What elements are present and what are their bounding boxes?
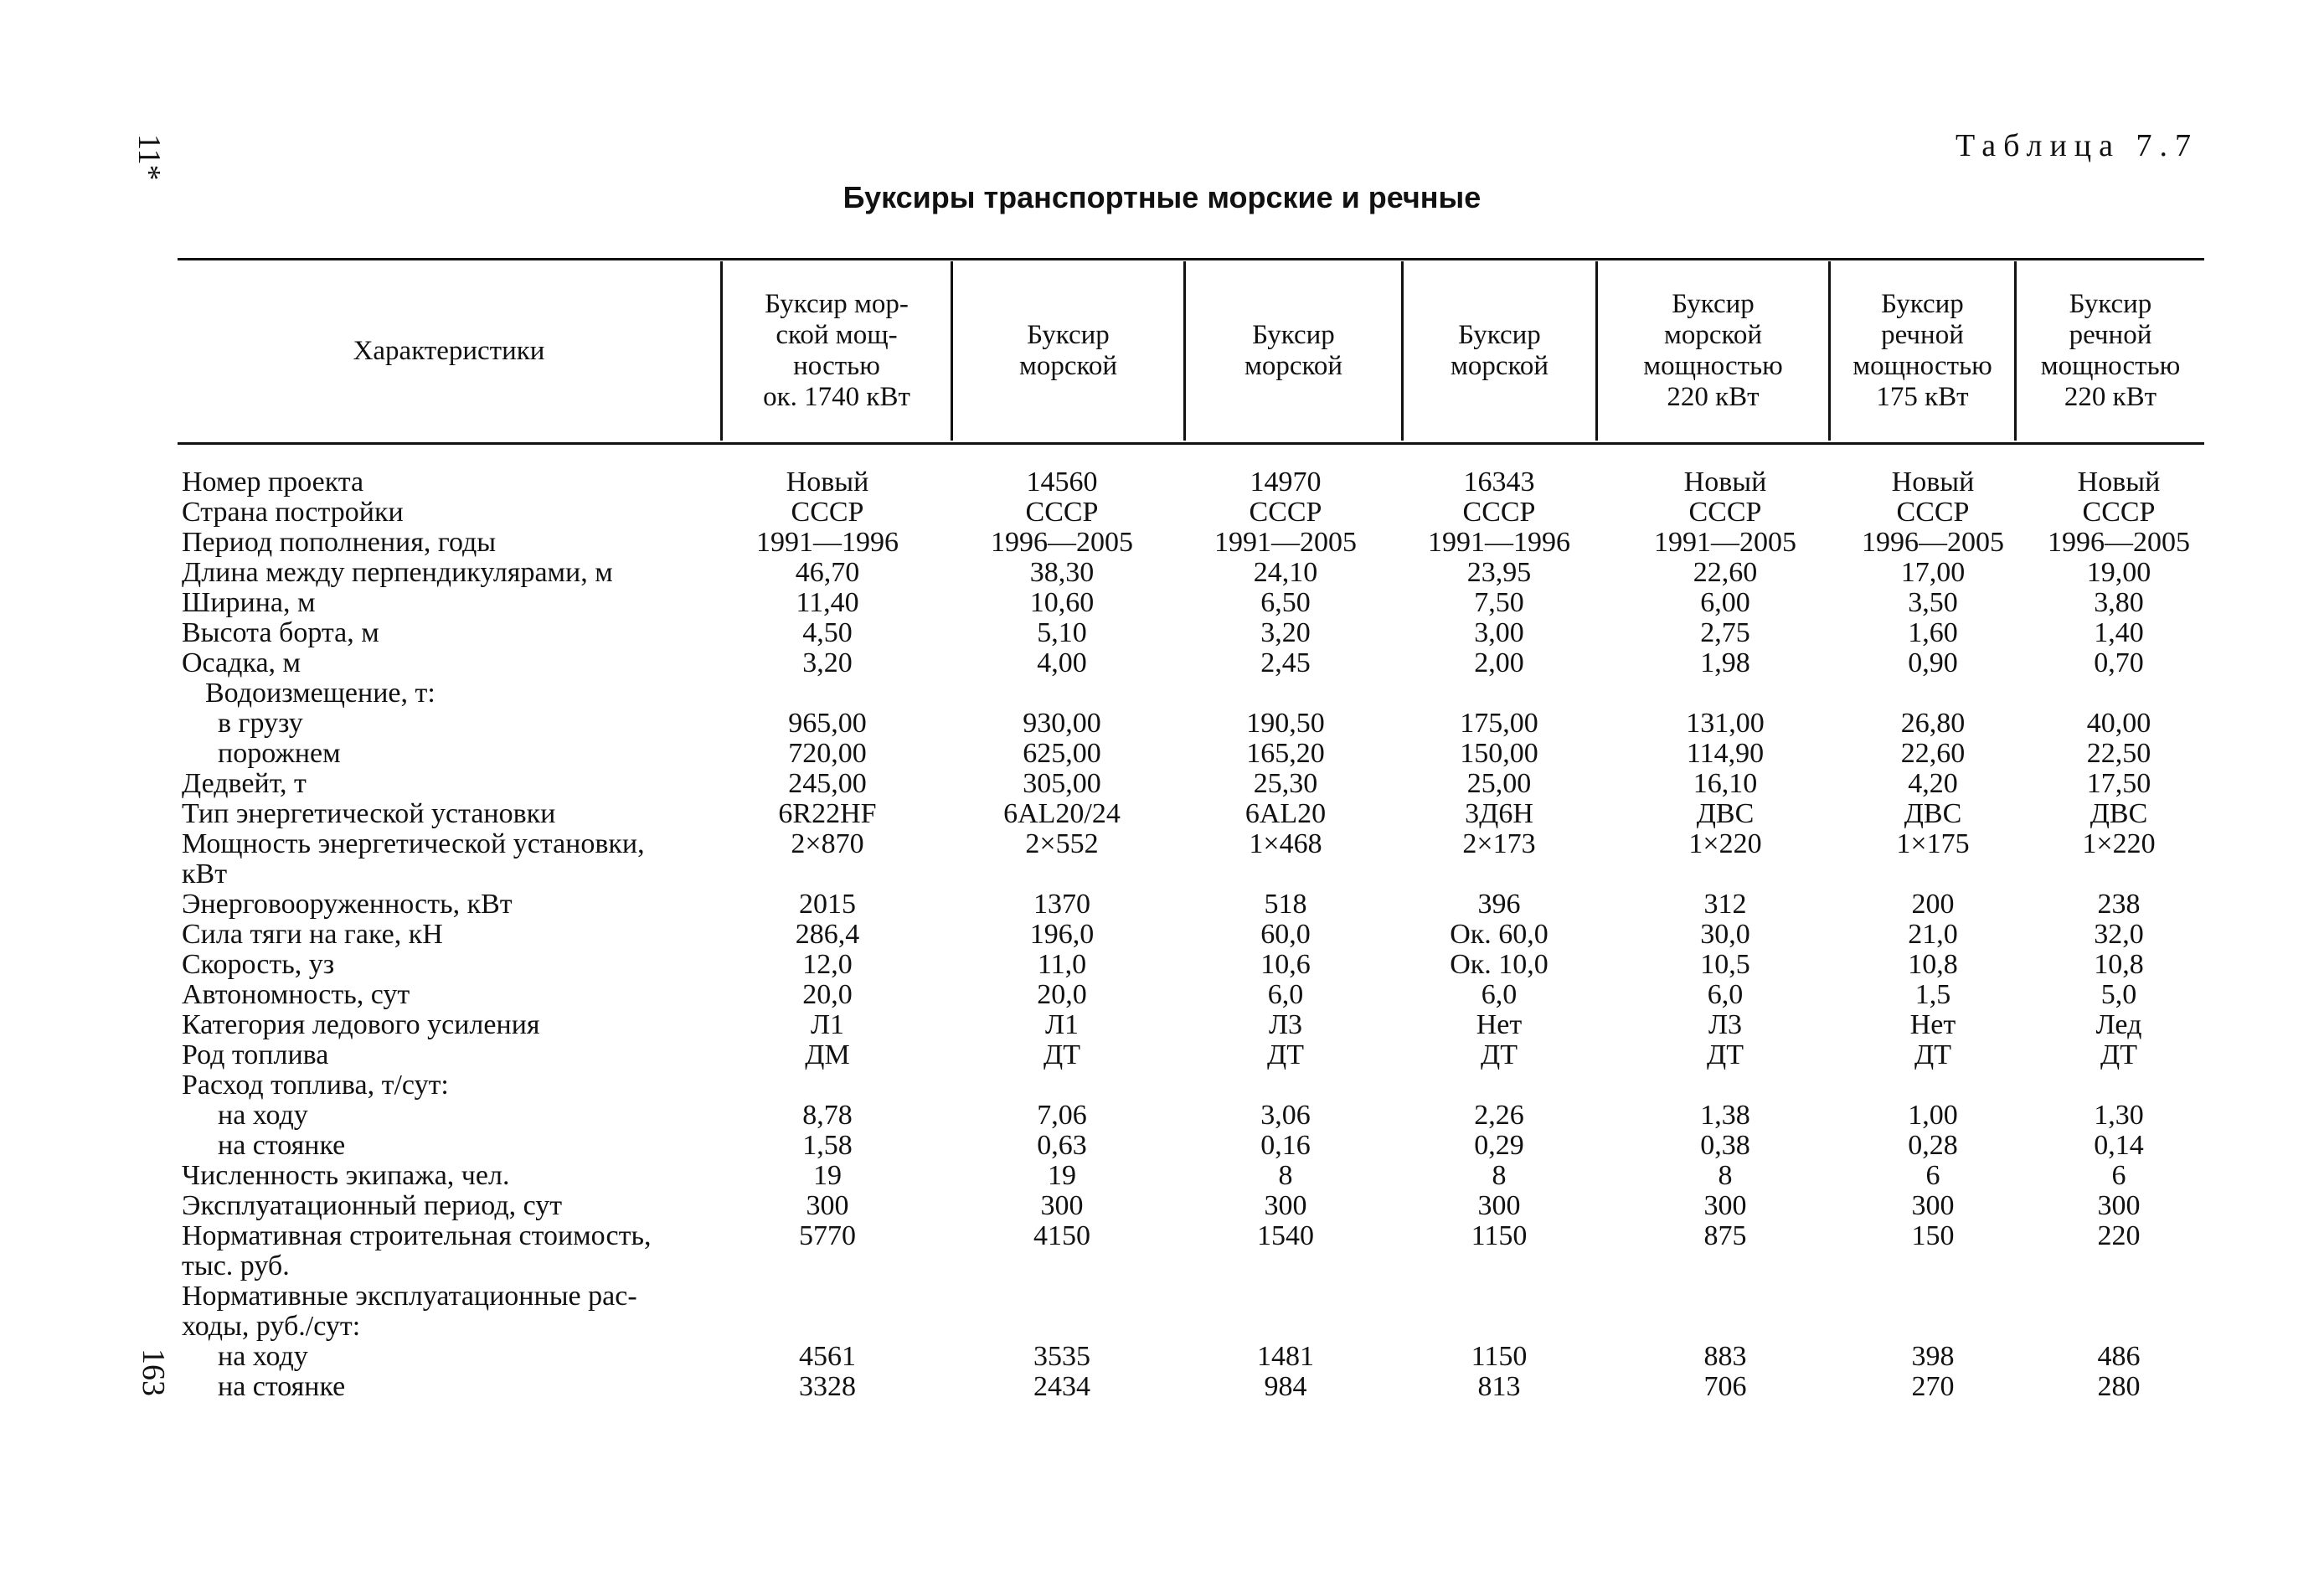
cell-value: 1996—2005 bbox=[2048, 527, 2190, 558]
table-title: Буксиры транспортные морские и речные bbox=[843, 180, 1481, 214]
table-row bbox=[0, 588, 2324, 618]
cell-value: 1×468 bbox=[1249, 828, 1322, 859]
cell-value: 3,00 bbox=[1474, 617, 1524, 648]
cell-value: 1991—1996 bbox=[1428, 527, 1570, 558]
cell-value: 19 bbox=[1048, 1160, 1076, 1191]
cell-value: 286,4 bbox=[795, 919, 860, 950]
cell-value: 10,8 bbox=[1908, 949, 1958, 980]
cell-value: 5,0 bbox=[2100, 979, 2137, 1010]
cell-value: 3,06 bbox=[1260, 1100, 1311, 1131]
table-row bbox=[0, 1161, 2324, 1191]
cell-value: Новый bbox=[2077, 467, 2161, 498]
cell-value: 300 bbox=[2097, 1190, 2141, 1221]
cell-value: СССР bbox=[1688, 497, 1762, 528]
cell-value: 19 bbox=[813, 1160, 842, 1191]
cell-value: ДМ bbox=[805, 1039, 850, 1070]
cell-value: 518 bbox=[1264, 889, 1307, 920]
cell-value: 11,0 bbox=[1037, 949, 1087, 980]
cell-value: 22,50 bbox=[2086, 738, 2151, 769]
cell-value: 175,00 bbox=[1460, 708, 1538, 739]
cell-value: ДТ bbox=[1914, 1039, 1951, 1070]
table-row bbox=[0, 920, 2324, 950]
cell-value: 114,90 bbox=[1686, 738, 1765, 769]
cell-value: 6,0 bbox=[1481, 979, 1518, 1010]
cell-value: 1,30 bbox=[2094, 1100, 2144, 1131]
cell-value: 2,75 bbox=[1700, 617, 1750, 648]
cell-value: 25,00 bbox=[1466, 768, 1532, 799]
cell-value: Л3 bbox=[1708, 1009, 1743, 1040]
cell-value: 1,40 bbox=[2094, 617, 2144, 648]
cell-value: ДТ bbox=[2100, 1039, 2137, 1070]
row-label: на стоянке bbox=[218, 1371, 346, 1402]
cell-value: 10,5 bbox=[1700, 949, 1750, 980]
cell-value: 131,00 bbox=[1686, 708, 1765, 739]
cell-value: 1991—1996 bbox=[756, 527, 899, 558]
cell-value: 720,00 bbox=[788, 738, 867, 769]
cell-value: 16343 bbox=[1463, 467, 1535, 498]
cell-value: 60,0 bbox=[1260, 919, 1311, 950]
cell-value: 1,38 bbox=[1700, 1100, 1750, 1131]
cell-value: 23,95 bbox=[1466, 557, 1532, 588]
row-label: Категория ледового усиления bbox=[182, 1009, 540, 1040]
cell-value: 3,20 bbox=[1260, 617, 1311, 648]
cell-value: 3535 bbox=[1033, 1341, 1090, 1372]
row-label: Водоизмещение, т: bbox=[205, 678, 435, 709]
header-column-3: Буксир морской bbox=[1244, 320, 1343, 381]
cell-value: 19,00 bbox=[2086, 557, 2151, 588]
cell-value: 150 bbox=[1911, 1220, 1955, 1251]
cell-value: 3,50 bbox=[1908, 587, 1958, 618]
cell-value: 40,00 bbox=[2086, 708, 2151, 739]
header-column-2: Буксир морской bbox=[1018, 320, 1118, 381]
cell-value: 486 bbox=[2097, 1341, 2141, 1372]
cell-value: 4150 bbox=[1033, 1220, 1090, 1251]
header-characteristics: Характеристики bbox=[353, 335, 545, 366]
cell-value: СССР bbox=[1896, 497, 1970, 528]
table-row bbox=[0, 618, 2324, 648]
cell-value: 875 bbox=[1703, 1220, 1747, 1251]
cell-value: 1996—2005 bbox=[991, 527, 1133, 558]
cell-value: ДТ bbox=[1481, 1039, 1518, 1070]
cell-value: 16,10 bbox=[1693, 768, 1758, 799]
cell-value: 6AL20 bbox=[1244, 798, 1327, 829]
row-label: кВт bbox=[182, 859, 228, 889]
table-row bbox=[0, 1372, 2324, 1402]
table-row bbox=[0, 1312, 2324, 1342]
row-label: порожнем bbox=[218, 738, 341, 769]
cell-value: 1×175 bbox=[1896, 828, 1970, 859]
table-row bbox=[0, 1131, 2324, 1161]
cell-value: ДТ bbox=[1267, 1039, 1304, 1070]
cell-value: 4561 bbox=[799, 1341, 856, 1372]
row-label: Ширина, м bbox=[182, 587, 316, 618]
cell-value: 1150 bbox=[1471, 1220, 1528, 1251]
cell-value: 1,60 bbox=[1908, 617, 1958, 648]
table-row bbox=[0, 1070, 2324, 1101]
cell-value: СССР bbox=[1462, 497, 1536, 528]
table-row bbox=[0, 648, 2324, 678]
cell-value: 10,6 bbox=[1260, 949, 1311, 980]
row-label: Эксплуатационный период, сут bbox=[182, 1190, 563, 1221]
row-label: Нормативные эксплуатационные рас- bbox=[182, 1281, 637, 1312]
cell-value: 24,10 bbox=[1253, 557, 1318, 588]
table-row bbox=[0, 709, 2324, 739]
cell-value: 0,70 bbox=[2094, 647, 2144, 678]
cell-value: ДТ bbox=[1707, 1039, 1744, 1070]
cell-value: СССР bbox=[791, 497, 864, 528]
cell-value: 3,80 bbox=[2094, 587, 2144, 618]
cell-value: 0,14 bbox=[2094, 1130, 2144, 1161]
cell-value: 280 bbox=[2097, 1371, 2141, 1402]
cell-value: 17,00 bbox=[1900, 557, 1966, 588]
cell-value: 1,00 bbox=[1908, 1100, 1958, 1131]
table-row bbox=[0, 799, 2324, 829]
cell-value: 0,29 bbox=[1474, 1130, 1524, 1161]
table-row bbox=[0, 1040, 2324, 1070]
cell-value: 0,63 bbox=[1037, 1130, 1087, 1161]
row-label: тыс. руб. bbox=[182, 1250, 290, 1281]
row-label: Мощность энергетической установки, bbox=[182, 828, 645, 859]
cell-value: 398 bbox=[1911, 1341, 1955, 1372]
cell-value: 238 bbox=[2097, 889, 2141, 920]
table-row bbox=[0, 1251, 2324, 1281]
row-label: Численность экипажа, чел. bbox=[182, 1160, 510, 1191]
table-row bbox=[0, 889, 2324, 920]
cell-value: Лед bbox=[2095, 1009, 2142, 1040]
row-label: в грузу bbox=[218, 708, 303, 739]
cell-value: 0,90 bbox=[1908, 647, 1958, 678]
cell-value: 1991—2005 bbox=[1214, 527, 1357, 558]
cell-value: 1,5 bbox=[1914, 979, 1951, 1010]
table-row bbox=[0, 859, 2324, 889]
cell-value: 984 bbox=[1264, 1371, 1307, 1402]
table-row bbox=[0, 558, 2324, 588]
cell-value: 6,0 bbox=[1707, 979, 1744, 1010]
row-label: Дедвейт, т bbox=[182, 768, 307, 799]
table-row bbox=[0, 1101, 2324, 1131]
cell-value: 14560 bbox=[1026, 467, 1098, 498]
row-label: ходы, руб./сут: bbox=[182, 1311, 361, 1342]
table-row bbox=[0, 1010, 2324, 1040]
cell-value: 1996—2005 bbox=[1862, 527, 2004, 558]
cell-value: 12,0 bbox=[802, 949, 853, 980]
cell-value: 300 bbox=[806, 1190, 849, 1221]
cell-value: СССР bbox=[1025, 497, 1099, 528]
cell-value: 7,50 bbox=[1474, 587, 1524, 618]
cell-value: 2434 bbox=[1033, 1371, 1090, 1402]
cell-value: 6,00 bbox=[1700, 587, 1750, 618]
row-label: Тип энергетической установки bbox=[182, 798, 556, 829]
cell-value: 1370 bbox=[1033, 889, 1090, 920]
cell-value: 706 bbox=[1703, 1371, 1747, 1402]
cell-value: 4,50 bbox=[802, 617, 853, 648]
table-row bbox=[0, 950, 2324, 980]
cell-value: 625,00 bbox=[1023, 738, 1101, 769]
table-label: Таблица 7.7 bbox=[1955, 128, 2198, 163]
cell-value: 11,40 bbox=[796, 587, 859, 618]
header-column-6: Буксир речной мощностью 175 кВт bbox=[1853, 289, 1992, 412]
cell-value: Новый bbox=[1683, 467, 1767, 498]
cell-value: 2×173 bbox=[1462, 828, 1536, 859]
cell-value: 8,78 bbox=[802, 1100, 853, 1131]
header-column-1: Буксир мор- ской мощ- ностью ок. 1740 кВт bbox=[763, 289, 910, 412]
cell-value: 21,0 bbox=[1908, 919, 1958, 950]
cell-value: 4,00 bbox=[1037, 647, 1087, 678]
cell-value: 1×220 bbox=[1688, 828, 1762, 859]
cell-value: 245,00 bbox=[788, 768, 867, 799]
cell-value: 1481 bbox=[1257, 1341, 1314, 1372]
cell-value: 7,06 bbox=[1037, 1100, 1087, 1131]
row-label: Скорость, уз bbox=[182, 949, 335, 980]
table-row bbox=[0, 1342, 2324, 1372]
row-label: Осадка, м bbox=[182, 647, 301, 678]
cell-value: 300 bbox=[1911, 1190, 1955, 1221]
cell-value: 965,00 bbox=[788, 708, 867, 739]
cell-value: 8 bbox=[1278, 1160, 1293, 1191]
header-column-7: Буксир речной мощностью 220 кВт bbox=[2040, 289, 2181, 412]
cell-value: 8 bbox=[1718, 1160, 1733, 1191]
cell-value: 5770 bbox=[799, 1220, 856, 1251]
cell-value: 396 bbox=[1477, 889, 1521, 920]
cell-value: 6 bbox=[1925, 1160, 1940, 1191]
cell-value: 300 bbox=[1477, 1190, 1521, 1221]
cell-value: 1×220 bbox=[2082, 828, 2156, 859]
page-side-number-top: 11* bbox=[131, 134, 167, 181]
cell-value: 4,20 bbox=[1908, 768, 1958, 799]
cell-value: 3Д6Н bbox=[1465, 798, 1533, 829]
cell-value: ДВС bbox=[1904, 798, 1962, 829]
cell-value: 883 bbox=[1703, 1341, 1747, 1372]
table-row bbox=[0, 528, 2324, 558]
table-row bbox=[0, 498, 2324, 528]
cell-value: 46,70 bbox=[795, 557, 860, 588]
cell-value: 20,0 bbox=[802, 979, 853, 1010]
cell-value: 300 bbox=[1703, 1190, 1747, 1221]
cell-value: Ок. 10,0 bbox=[1450, 949, 1548, 980]
row-label: Энерговооруженность, кВт bbox=[182, 889, 513, 920]
table-row bbox=[0, 678, 2324, 709]
cell-value: 38,30 bbox=[1029, 557, 1095, 588]
cell-value: 1540 bbox=[1257, 1220, 1314, 1251]
table-row bbox=[0, 1191, 2324, 1221]
row-label: Страна постройки bbox=[182, 497, 404, 528]
cell-value: 8 bbox=[1492, 1160, 1507, 1191]
row-label: Сила тяги на гаке, кН bbox=[182, 919, 443, 950]
cell-value: 1991—2005 bbox=[1654, 527, 1796, 558]
cell-value: 930,00 bbox=[1023, 708, 1101, 739]
cell-value: 300 bbox=[1264, 1190, 1307, 1221]
cell-value: ДТ bbox=[1043, 1039, 1080, 1070]
cell-value: ДВС bbox=[2090, 798, 2148, 829]
table-body bbox=[0, 467, 2324, 1402]
cell-value: 14970 bbox=[1250, 467, 1322, 498]
cell-value: 10,8 bbox=[2094, 949, 2144, 980]
header-column-5: Буксир морской мощностью 220 кВт bbox=[1643, 289, 1783, 412]
table-row bbox=[0, 1281, 2324, 1312]
row-label: Расход топлива, т/сут: bbox=[182, 1070, 449, 1101]
cell-value: 305,00 bbox=[1023, 768, 1101, 799]
cell-value: 2015 bbox=[799, 889, 856, 920]
cell-value: 813 bbox=[1477, 1371, 1521, 1402]
table-row bbox=[0, 829, 2324, 859]
cell-value: 220 bbox=[2097, 1220, 2141, 1251]
cell-value: СССР bbox=[1249, 497, 1322, 528]
cell-value: 3,20 bbox=[802, 647, 853, 678]
table-row bbox=[0, 980, 2324, 1010]
cell-value: 270 bbox=[1911, 1371, 1955, 1402]
cell-value: 32,0 bbox=[2094, 919, 2144, 950]
row-label: Длина между перпендикулярами, м bbox=[182, 557, 613, 588]
cell-value: 2×870 bbox=[791, 828, 864, 859]
row-label: на ходу bbox=[218, 1100, 308, 1131]
row-label: Нормативная строительная стоимость, bbox=[182, 1220, 652, 1251]
cell-value: 6,50 bbox=[1260, 587, 1311, 618]
row-label: Номер проекта bbox=[182, 467, 364, 498]
cell-value: 1150 bbox=[1471, 1341, 1528, 1372]
cell-value: 200 bbox=[1911, 889, 1955, 920]
table-row bbox=[0, 769, 2324, 799]
cell-value: 2,45 bbox=[1260, 647, 1311, 678]
cell-value: 20,0 bbox=[1037, 979, 1087, 1010]
cell-value: 0,38 bbox=[1700, 1130, 1750, 1161]
table-header-rule bbox=[178, 442, 2204, 445]
cell-value: Л1 bbox=[810, 1009, 845, 1040]
row-label: Период пополнения, годы bbox=[182, 527, 497, 558]
cell-value: 6 bbox=[2111, 1160, 2126, 1191]
cell-value: 150,00 bbox=[1460, 738, 1538, 769]
cell-value: 30,0 bbox=[1700, 919, 1750, 950]
cell-value: 0,16 bbox=[1260, 1130, 1311, 1161]
cell-value: 6,0 bbox=[1267, 979, 1304, 1010]
cell-value: Новый bbox=[786, 467, 869, 498]
header-column-4: Буксир морской bbox=[1450, 320, 1549, 381]
cell-value: ДВС bbox=[1696, 798, 1755, 829]
cell-value: Нет bbox=[1476, 1009, 1523, 1040]
cell-value: 6R22HF bbox=[778, 798, 877, 829]
cell-value: Л3 bbox=[1268, 1009, 1303, 1040]
cell-value: Ок. 60,0 bbox=[1450, 919, 1548, 950]
cell-value: 2,00 bbox=[1474, 647, 1524, 678]
table-top-rule bbox=[178, 258, 2204, 260]
row-label: на стоянке bbox=[218, 1130, 346, 1161]
table-row bbox=[0, 467, 2324, 498]
cell-value: 2,26 bbox=[1474, 1100, 1524, 1131]
cell-value: 17,50 bbox=[2086, 768, 2151, 799]
cell-value: 3328 bbox=[799, 1371, 856, 1402]
table-row bbox=[0, 1221, 2324, 1251]
cell-value: Новый bbox=[1891, 467, 1975, 498]
cell-value: 165,20 bbox=[1246, 738, 1325, 769]
cell-value: 22,60 bbox=[1900, 738, 1966, 769]
cell-value: 26,80 bbox=[1900, 708, 1966, 739]
page-number: 163 bbox=[136, 1348, 171, 1396]
cell-value: 10,60 bbox=[1029, 587, 1095, 618]
row-label: Автономность, сут bbox=[182, 979, 410, 1010]
cell-value: 5,10 bbox=[1037, 617, 1087, 648]
cell-value: 25,30 bbox=[1253, 768, 1318, 799]
row-label: Высота борта, м bbox=[182, 617, 379, 648]
cell-value: 196,0 bbox=[1029, 919, 1095, 950]
cell-value: СССР bbox=[2082, 497, 2156, 528]
cell-value: 2×552 bbox=[1025, 828, 1099, 859]
row-label: Род топлива bbox=[182, 1039, 329, 1070]
cell-value: 190,50 bbox=[1246, 708, 1325, 739]
cell-value: 0,28 bbox=[1908, 1130, 1958, 1161]
row-label: на ходу bbox=[218, 1341, 308, 1372]
cell-value: 300 bbox=[1040, 1190, 1084, 1221]
table-row bbox=[0, 739, 2324, 769]
cell-value: 1,98 bbox=[1700, 647, 1750, 678]
cell-value: 312 bbox=[1703, 889, 1747, 920]
cell-value: 22,60 bbox=[1693, 557, 1758, 588]
cell-value: 1,58 bbox=[802, 1130, 853, 1161]
cell-value: Нет bbox=[1909, 1009, 1956, 1040]
cell-value: 6AL20/24 bbox=[1003, 798, 1121, 829]
cell-value: Л1 bbox=[1044, 1009, 1080, 1040]
